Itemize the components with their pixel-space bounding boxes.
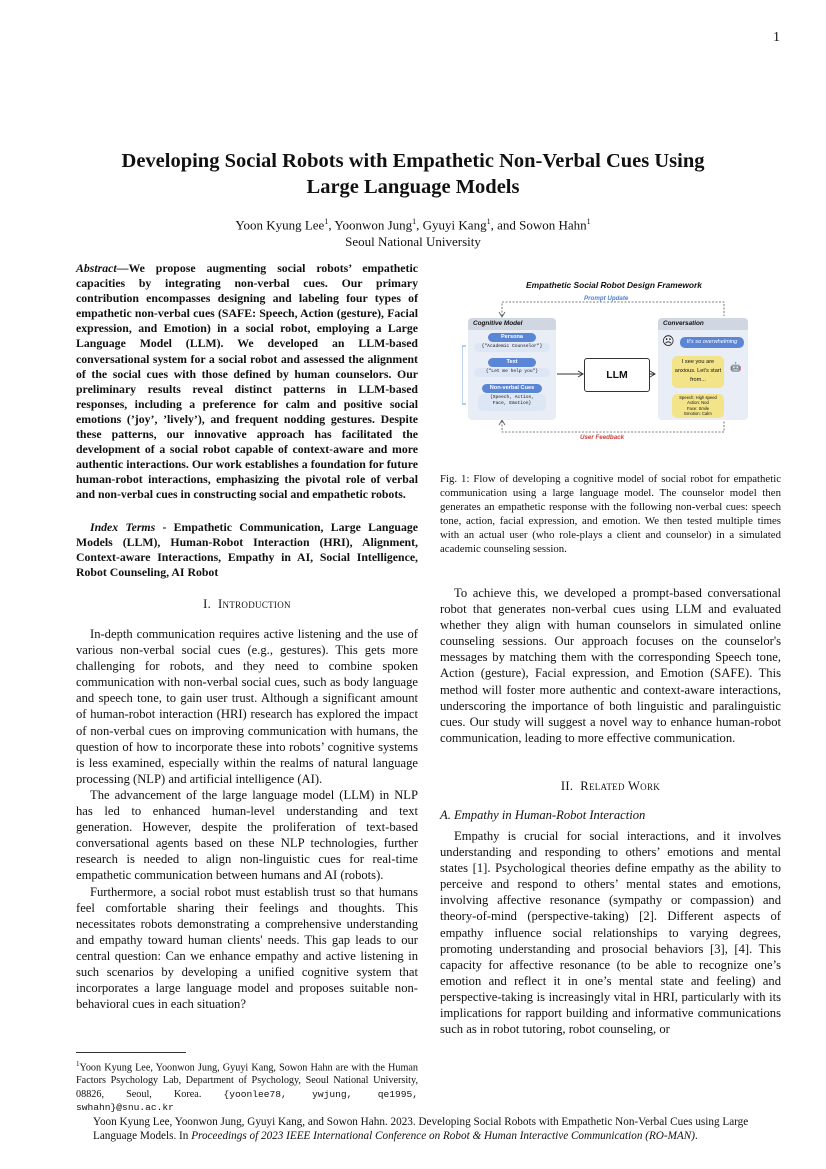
nonverbal-code: {Speech, Action, Face, Emotion}	[478, 394, 546, 411]
robot-cues-bubble: Speech: High speed Action: Nod Face: Smile Emotion: Calm	[672, 394, 724, 418]
robot-icon: 🤖	[730, 362, 742, 372]
affiliation: Seoul National University	[345, 234, 481, 250]
section-heading-introduction: I. Introduction	[203, 597, 291, 611]
footnote-emails: {yoonlee78, ywjung, qe1995, swhahn}@snu.ac.kr	[76, 1088, 418, 1113]
paper-title	[60, 148, 766, 200]
text-pill: Text	[488, 358, 536, 367]
index-terms	[76, 520, 418, 580]
approach-paragraph: To achieve this, we developed a prompt-based conversational robot that generates non-verbal cues using LLM and evaluated whether they align with human counselors in simulated online counseling sessions. Our approach focuses on the counselor's messages by matching them with the corresponding Speech tone, Action (gesture), Facial expression, and Emotion (SAFE). This method will foster more authentic and context-aware interactions, underscoring the importance of both linguistic and paralinguistic cues. Our study will suggest a novel way to enhance human-robot communication, leading to more effective communication.	[440, 586, 781, 745]
figure-caption: Fig. 1: Flow of developing a cognitive model of social robot for empathetic communication using a large language model. The counselor model then generates an empathetic response with the following non-verbal cues: speech tone, action, facial expression, and emotion. We then tested multiple times with an actual user (who role-plays a client and counselor) in a simulated academic counseling session.	[440, 473, 781, 555]
citation-footer: Yoon Kyung Lee, Yoonwon Jung, Gyuyi Kang, and Sowon Hahn. 2023. Developing Social Robots with Empathetic Non-Verbal Cues using Large Language Models. In Proceedings of 2023 IEEE International Conference on Robot & Human Interactive Communication (RO-MAN).	[93, 1116, 749, 1142]
sad-face-icon: ☹	[662, 334, 675, 348]
persona-pill: Persona	[488, 333, 536, 342]
title-line-1: Developing Social Robots with Empathetic Non-Verbal Cues Using	[121, 150, 705, 172]
citation-venue: Proceedings of 2023 IEEE International Conference on Robot & Human Interactive Communication (RO-MAN)	[191, 1130, 695, 1142]
intro-paragraph-1: In-depth communication requires active listening and the use of various non-verbal social cues (e.g., gestures). This gets more challenging for robots, and they need to combine spoken communication with non-verbal social cues, such as body language and speech tone, to gain user trust. Although a significant amount of human-robot interaction (HRI) research has explored the impact of non-verbal cues on improving communication with humans, the question of how to incorporate these into robots’ cognitive systems is less examined, especially within the realms of natural language processing (NLP) and artificial intelligence (AI).	[76, 627, 418, 786]
cognitive-model-panel	[468, 318, 556, 420]
index-terms-lead: Index Terms	[90, 520, 156, 534]
section-heading-related-work: II. Related Work	[560, 779, 661, 793]
figure-1-diagram	[462, 276, 766, 452]
figure-title: Empathetic Social Robot Design Framework	[526, 280, 702, 290]
user-message-bubble: It's so overwhelming	[680, 337, 744, 348]
footnote-rule	[76, 1052, 186, 1053]
cognitive-model-header: Cognitive Model	[468, 318, 556, 330]
related-work-body	[440, 828, 781, 1037]
persona-code: {"Academic Counselor"}	[474, 343, 550, 352]
subsection-heading-empathy: A. Empathy in Human-Robot Interaction	[440, 808, 646, 822]
text-code: {"Let me help you"}	[474, 368, 550, 377]
related-paragraph: Empathy is crucial for social interactions, and it involves understanding and responding to others’ emotions and mental states [1]. Psychological theories define empathy as the ability to perceive and respond to others’ mental states and emotions, involving affective resonance (sympathy or compassion) and theory-of-mind (perspective-taking) [2]. Different aspects of empathy influence social relationships to varying degrees, promoting understanding and prosocial behaviors [3], [4]. This capacity for affective resonance (to be able to recognize one’s emotion and reflect it in one’s mental state and feeling) and perspective-taking is increasingly vital in HRI, particularly with its implications for rapport building and informative communications such as in robot tutoring, robot counseling, or	[440, 829, 781, 1037]
intro-paragraph-3: Furthermore, a social robot must establish trust so that humans feel comfortable sharing their feelings and thoughts. This necessitates robots demonstrating a comprehensive understanding and empathy toward human clients' needs. This gap leads to our central question: Can we enhance empathy and active listening in such scenarios by developing a unified cognitive system that incorporates a large language model and proposes suitable non-behavioral cues in each situation?	[76, 884, 418, 1012]
right-column-body	[440, 585, 781, 746]
user-feedback-label: User Feedback	[580, 434, 625, 441]
abstract-body: We propose augmenting social robots’ empathetic capacities by integrating non-verbal cues. Our primary contribution encompasses designing and labeling four types of empathetic non-verbal cues (SAFE: Speech, Action (gesture), Facial expression, and Emotion) in a social robot, employing a Large Language Model (LLM). We developed an LLM-based conversational system for a social robot and assessed the alignment of the social cues with those defined by human counselors. Our preliminary results reveal distinct patterns in LLM-based responses, including a preference for calm and positive social emotions (’joy’, ’lively’), and frequent nodding gestures. Despite these patterns, our innovative approach has facilitated the development of a social robot capable of context-aware and more authentic interactions. Our work establishes a foundation for future human-robot interactions, emphasizing the pivotal role of verbal and non-verbal cues in constructing social and empathetic robots.	[76, 261, 418, 502]
nonverbal-cues-pill: Non-verbal Cues	[482, 384, 542, 393]
prompt-update-label: Prompt Update	[584, 295, 629, 302]
abstract-lead: Abstract	[76, 261, 117, 275]
robot-message-bubble: I see you are anxious. Let's start from...	[672, 356, 724, 388]
footnote: $^1$Yoon Kyung Lee, Yoonwon Jung, Gyuyi Kang, Sowon Hahn are with the Human Factors Psychology Lab, Department of Psychology, Seoul National University, 08826, Seoul, Korea. {yoonlee78, ywjung, qe1995, swhahn}@snu.ac.kr	[76, 1060, 418, 1113]
llm-box: LLM	[584, 358, 650, 392]
conversation-header: Conversation	[658, 318, 748, 330]
author-list: Yoon Kyung Lee$^1$, Yoonwon Jung$^1$, Gyuyi Kang$^1$, and Sowon Hahn$^1$	[235, 217, 591, 233]
index-terms-body: - Empathetic Communication, Large Language Models (LLM), Human-Robot Interaction (HRI), Alignment, Context-aware Interactions, Empathy in AI, Social Intelligence, Robot Counseling, AI Robot	[76, 520, 418, 580]
author-block	[60, 213, 766, 250]
intro-paragraph-2: The advancement of the large language model (LLM) in NLP has led to enhanced human-level understanding and text generation. However, despite the proliferation of text-based conversational agents based on these NLP technologies, further research is needed to align non-linguistic cues for real-time empathetic communication between humans and AI (robots).	[76, 787, 418, 883]
introduction-body	[76, 626, 418, 1012]
abstract: Abstract—We propose augmenting social robots’ empathetic capacities by integrating non-verbal cues. Our primary contribution encompasses designing and labeling four types of empathetic non-verbal cues (SAFE: Speech, Action (gesture), Facial expression, and Emotion) in a social robot, employing a Large Language Model (LLM). We developed an LLM-based conversational system for a social robot and assessed the alignment of the social cues with those defined by human counselors. Our preliminary results reveal distinct patterns in LLM-based responses, including a preference for calm and positive social emotions (’joy’, ’lively’), and frequent nodding gestures. Despite these patterns, our innovative approach has facilitated the development of a social robot capable of context-aware and more authentic interactions. Our work establishes a foundation for future human-robot interactions, emphasizing the pivotal role of verbal and non-verbal cues in constructing social and empathetic robots.	[76, 261, 418, 502]
title-line-2: Large Language Models	[306, 176, 520, 198]
page-number: 1	[773, 30, 780, 45]
conversation-panel	[658, 318, 748, 420]
